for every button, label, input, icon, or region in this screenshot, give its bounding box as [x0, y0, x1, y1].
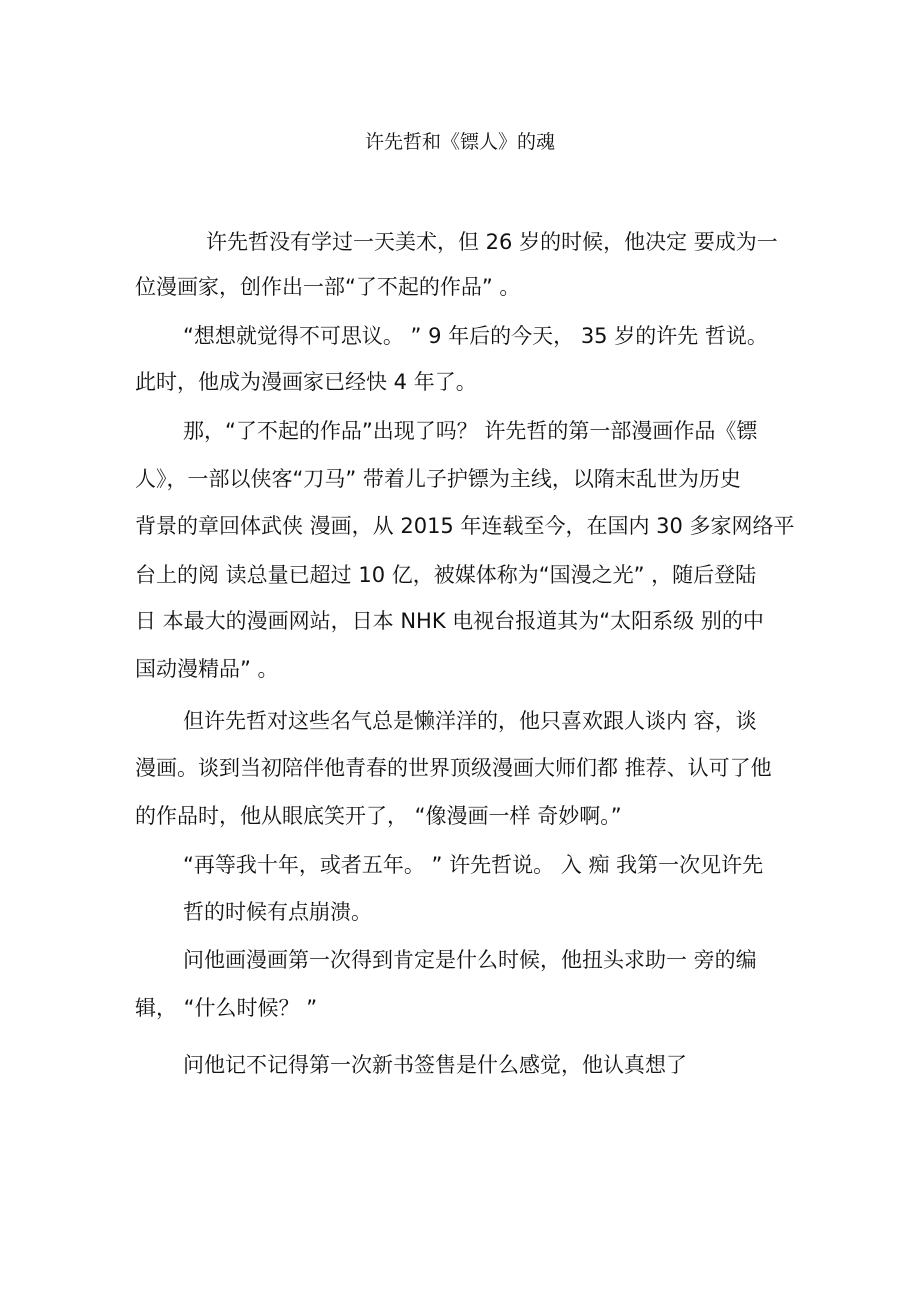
body-line-8: 台上的阅 读总量已超过 10 亿，被媒体称为“国漫之光” ，随后登陆	[135, 563, 757, 587]
body-line-12: 漫画。谈到当初陪伴他青春的世界顶级漫画大师们都 推荐、认可了他	[135, 756, 772, 780]
body-line-7: 背景的章回体武侠 漫画，从 2015 年连载至今，在国内 30 多家网络平	[135, 514, 795, 538]
body-line-14: “再等我十年，或者五年。 ” 许先哲说。 入 痴 我第一次见许先	[183, 853, 764, 877]
body-line-15: 哲的时候有点崩溃。	[183, 900, 372, 924]
body-line-11: 但许先哲对这些名气总是懒洋洋的，他只喜欢跟人谈内 容，谈	[183, 709, 757, 733]
body-line-1: 许先哲没有学过一天美术，但 26 岁的时候，他决定 要成为一	[206, 230, 778, 254]
body-line-4: 此时，他成为漫画家已经快 4 年了。	[135, 370, 477, 394]
body-line-2: 位漫画家，创作出一部“了不起的作品” 。	[135, 275, 521, 299]
body-line-3: “想想就觉得不可思议。 ” 9 年后的今天， 35 岁的许先 哲说。	[183, 324, 768, 348]
body-line-17: 辑， “什么时候？ ”	[135, 996, 318, 1020]
body-line-10: 国动漫精品” 。	[135, 657, 279, 681]
body-line-6: 人》，一部以侠客“刀马” 带着儿子护镖为主线，以隋末乱世为历史	[135, 467, 741, 491]
body-line-16: 问他画漫画第一次得到肯定是什么时候，他扭头求助一 旁的编	[183, 948, 757, 972]
body-line-9: 日 本最大的漫画网站，日本 NHK 电视台报道其为“太阳系级 别的中	[135, 609, 764, 633]
document-title: 许先哲和《镖人》的魂	[364, 131, 555, 153]
body-line-18: 问他记不记得第一次新书签售是什么感觉，他认真想了	[183, 1053, 687, 1077]
body-line-13: 的作品时，他从眼底笑开了， “像漫画一样 奇妙啊。”	[135, 804, 622, 828]
body-line-5: 那，“了不起的作品”出现了吗？ 许先哲的第一部漫画作品《镖	[183, 419, 758, 443]
